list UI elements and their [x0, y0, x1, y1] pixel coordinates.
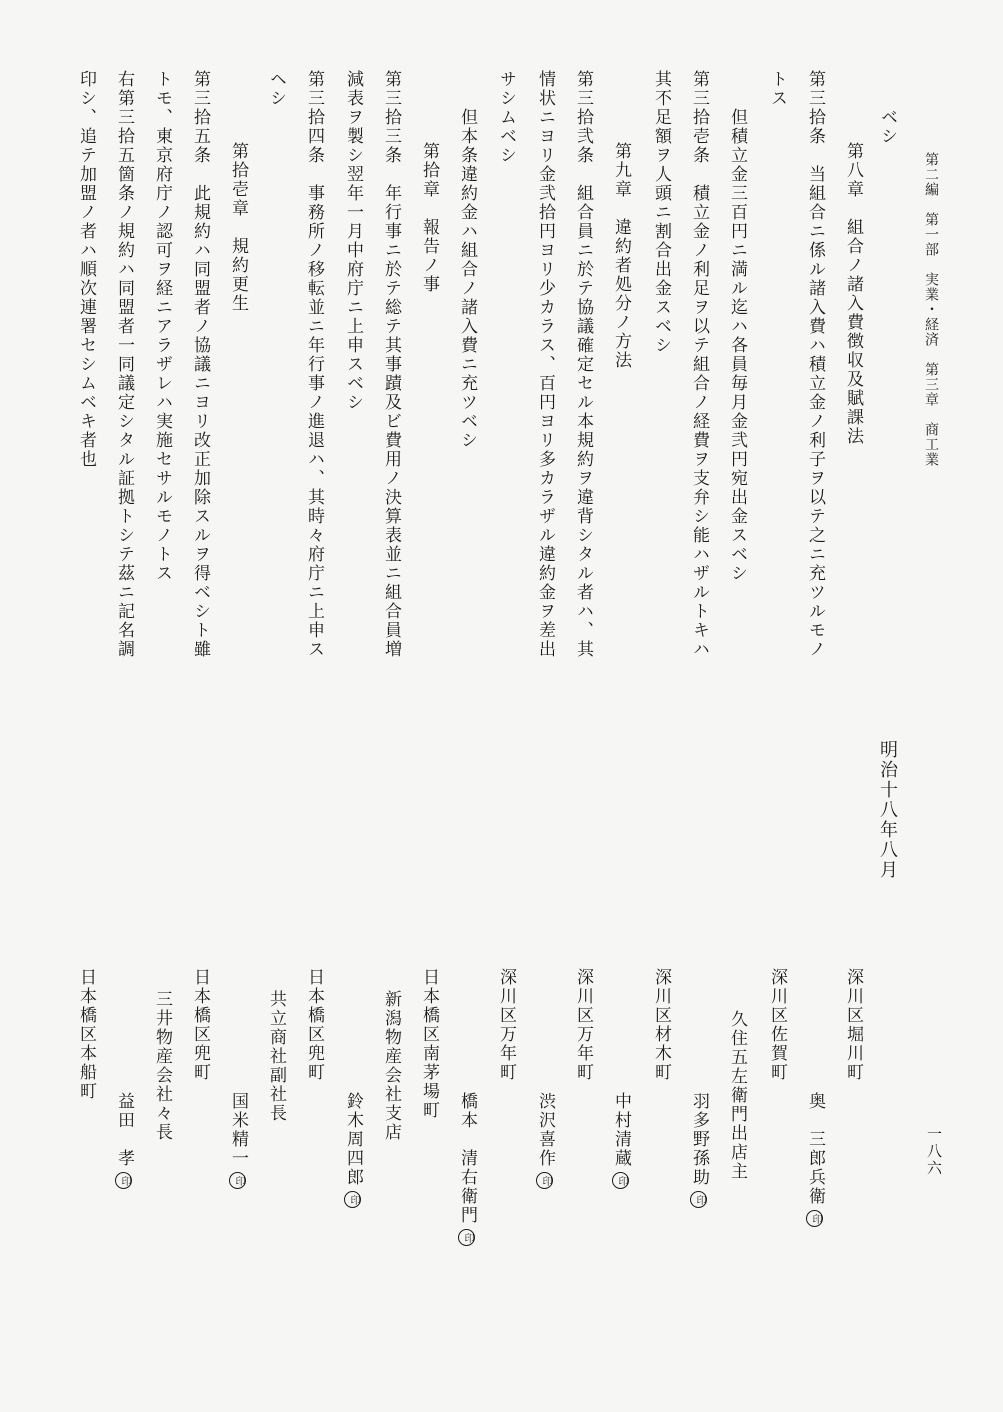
- signatory-title: 久住五左衛門出店主: [727, 1010, 747, 1181]
- signatory-name: 国米精一印: [229, 1092, 246, 1189]
- proviso-line: 但本条違約金ハ組合ノ諸入費ニ充ツベシ: [457, 108, 477, 450]
- chapter-heading: 第九章 違約者処分ノ方法: [611, 142, 631, 370]
- body-line: サシムベシ: [496, 70, 516, 165]
- signatory-title: 新潟物産会社支店: [381, 990, 401, 1142]
- signatory-address: 日本橋区兜町: [190, 968, 210, 1082]
- chapter-heading: 第拾章 報告ノ事: [419, 142, 439, 294]
- signatory-name: 益田 孝印: [115, 1092, 132, 1189]
- body-line: ベシ: [877, 108, 897, 146]
- signatory-address: 深川区万年町: [496, 968, 516, 1082]
- article-35: 第三拾五条 此規約ハ同盟者ノ協議ニヨリ改正加除スルヲ得ベシト雖: [190, 70, 210, 659]
- signatory-address: 日本橋区南茅場町: [419, 968, 439, 1120]
- signatory-address: 深川区万年町: [573, 968, 593, 1082]
- running-header: 第二編 第一部 実業・経済 第三章 商工業: [923, 152, 939, 467]
- signatory-address: 深川区佐賀町: [767, 968, 787, 1082]
- page-number: 一八六: [925, 1126, 943, 1177]
- chapter-heading: 第拾壱章 規約更生: [228, 142, 248, 313]
- body-line: 其不足額ヲ人頭ニ割合出金スベシ: [651, 70, 671, 355]
- body-line: トモ、東京府庁ノ認可ヲ経ニアラザレハ実施セサルモノトス: [152, 70, 172, 583]
- seal-icon: 印: [612, 1172, 629, 1189]
- signatory-name: 羽多野孫助印: [690, 1092, 707, 1208]
- article-34: 第三拾四条 事務所ノ移転並ニ年行事ノ進退ハ、其時々府庁ニ上申ス: [304, 70, 324, 659]
- article-30: 第三拾条 当組合ニ係ル諸入費ハ積立金ノ利子ヲ以テ之ニ充ツルモノ: [805, 70, 825, 659]
- signatory-address: 深川区材木町: [651, 968, 671, 1082]
- signatory-title: 共立商社副社長: [266, 990, 286, 1123]
- signatory-name: 橋本 清右衛門印: [458, 1092, 475, 1246]
- seal-icon: 印: [536, 1172, 553, 1189]
- proviso-line: 但積立金三百円ニ満ル迄ハ各員毎月金弐円宛出金スベシ: [727, 108, 747, 583]
- seal-icon: 印: [344, 1191, 361, 1208]
- body-line: 印シ、追テ加盟ノ者ハ順次連署セシムベキ者也: [76, 70, 96, 469]
- signatory-name: 奥 三郎兵衛印: [806, 1092, 823, 1227]
- signatory-name: 渋沢喜作印: [536, 1092, 553, 1189]
- seal-icon: 印: [458, 1229, 475, 1246]
- signatory-title: 三井物産会社々長: [152, 990, 172, 1142]
- seal-icon: 印: [806, 1210, 823, 1227]
- seal-icon: 印: [115, 1172, 132, 1189]
- signatory-name: 鈴木周四郎印: [344, 1092, 361, 1208]
- document-date: 明治十八年八月: [877, 740, 898, 880]
- body-line: ヘシ: [266, 70, 286, 108]
- seal-icon: 印: [690, 1191, 707, 1208]
- seal-icon: 印: [229, 1172, 246, 1189]
- body-line: 情状ニヨリ金弐拾円ヨリ少カラス、百円ヨリ多カラザル違約金ヲ差出: [535, 70, 555, 659]
- article-32: 第三拾弐条 組合員ニ於テ協議確定セル本規約ヲ違背シタル者ハ、其: [573, 70, 593, 659]
- body-line: 右第三拾五箇条ノ規約ハ同盟者一同議定シタル証拠トシテ茲ニ記名調: [114, 70, 134, 659]
- body-line: トス: [767, 70, 787, 108]
- signatory-address: 深川区堀川町: [843, 968, 863, 1082]
- article-33: 第三拾三条 年行事ニ於テ総テ其事蹟及ビ費用ノ決算表並ニ組合員増: [381, 70, 401, 659]
- body-line: 減表ヲ製シ翌年一月中府庁ニ上申スベシ: [343, 70, 363, 412]
- signatory-address: 日本橋区本船町: [76, 968, 96, 1101]
- signatory-name: 中村清蔵印: [612, 1092, 629, 1189]
- signatory-address: 日本橋区兜町: [304, 968, 324, 1082]
- article-31: 第三拾壱条 積立金ノ利足ヲ以テ組合ノ経費ヲ支弁シ能ハザルトキハ: [689, 70, 709, 659]
- chapter-heading: 第八章 組合ノ諸入費徴収及賦課法: [843, 142, 863, 446]
